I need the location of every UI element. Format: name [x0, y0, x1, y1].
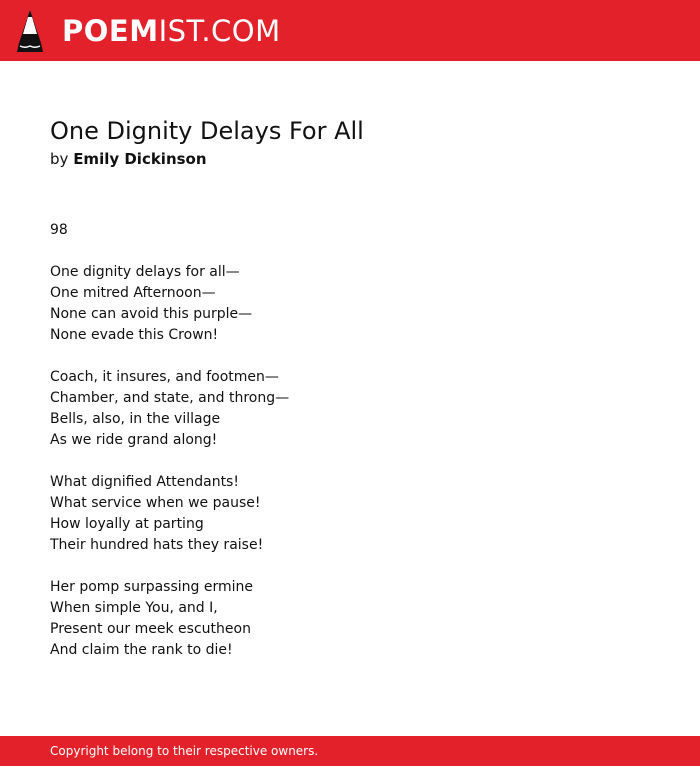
poem-stanza: [50, 262, 650, 346]
site-logo-text: [62, 8, 281, 54]
byline-label: by: [50, 150, 69, 168]
pencil-tip-icon: [16, 9, 44, 53]
poem-title: One Dignity Delays For All: [50, 117, 364, 145]
poem-byline: [50, 148, 650, 170]
copyright-text: Copyright belong to their respective owners.: [50, 744, 319, 758]
poem-line: When simple You, and I,: [50, 600, 218, 616]
poem-line: As we ride grand along!: [50, 432, 218, 448]
poem-number: 98: [50, 222, 68, 238]
poem-line: Their hundred hats they raise!: [50, 537, 264, 553]
site-logo-light: IST.COM: [158, 14, 281, 48]
site-header: [0, 0, 700, 61]
poem-line: Her pomp surpassing ermine: [50, 579, 253, 595]
poem-line: Present our meek escutheon: [50, 621, 251, 637]
poem-line: None evade this Crown!: [50, 327, 219, 343]
poem-line: One dignity delays for all—: [50, 264, 240, 280]
poem-stanza: [50, 577, 650, 661]
poem-body: [50, 220, 650, 661]
site-logo-link[interactable]: [16, 8, 281, 54]
poem-line: What dignified Attendants!: [50, 474, 239, 490]
poem-content: [50, 114, 650, 682]
poem-line: And claim the rank to die!: [50, 642, 233, 658]
poem-line: None can avoid this purple—: [50, 306, 253, 322]
poem-line: Chamber, and state, and throng—: [50, 390, 290, 406]
site-footer: [0, 736, 700, 766]
site-logo-bold: POEM: [62, 14, 159, 48]
poem-line: What service when we pause!: [50, 495, 261, 511]
poem-stanza: [50, 472, 650, 556]
poem-author: Emily Dickinson: [73, 150, 207, 168]
poem-line: Coach, it insures, and footmen—: [50, 369, 279, 385]
poem-line: How loyally at parting: [50, 516, 204, 532]
poem-line: Bells, also, in the village: [50, 411, 221, 427]
poem-stanza: [50, 367, 650, 451]
poem-line: One mitred Afternoon—: [50, 285, 216, 301]
